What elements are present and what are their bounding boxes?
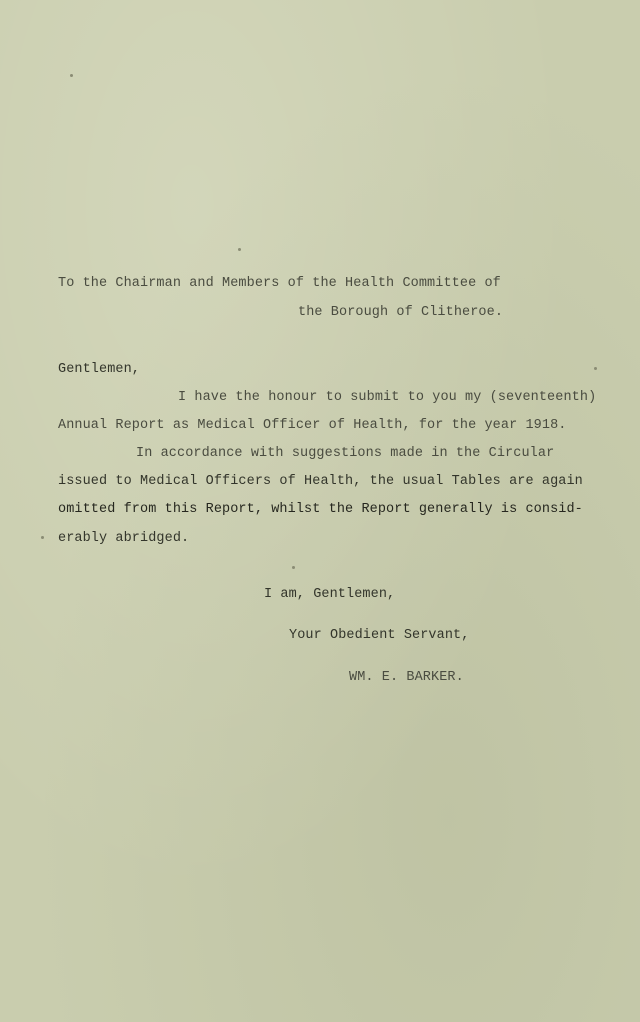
paragraph-1-line-2: Annual Report as Medical Officer of Health, for the year 1918. <box>58 418 567 433</box>
closing-line-2: Your Obedient Servant, <box>289 628 470 643</box>
paper-speck <box>70 74 73 77</box>
signature: WM. E. BARKER. <box>349 670 464 685</box>
paragraph-1-line-1: I have the honour to submit to you my (seventeenth) <box>178 390 597 405</box>
paper-speck <box>292 566 295 569</box>
paper-speck <box>594 367 597 370</box>
paper-speck <box>41 536 44 539</box>
paragraph-2-line-1: In accordance with suggestions made in the Circular <box>136 446 555 461</box>
salutation-line-2: the Borough of Clitheroe. <box>298 305 504 320</box>
greeting: Gentlemen, <box>58 362 141 377</box>
paragraph-2-line-4: erably abridged. <box>58 531 190 546</box>
paper-speck <box>238 248 241 251</box>
closing-line-1: I am, Gentlemen, <box>264 587 396 602</box>
paragraph-2-line-3: omitted from this Report, whilst the Report generally is consid- <box>58 502 583 517</box>
paragraph-2-line-2: issued to Medical Officers of Health, the usual Tables are again <box>58 474 583 489</box>
salutation-line-1: To the Chairman and Members of the Health Committee of <box>58 276 501 291</box>
